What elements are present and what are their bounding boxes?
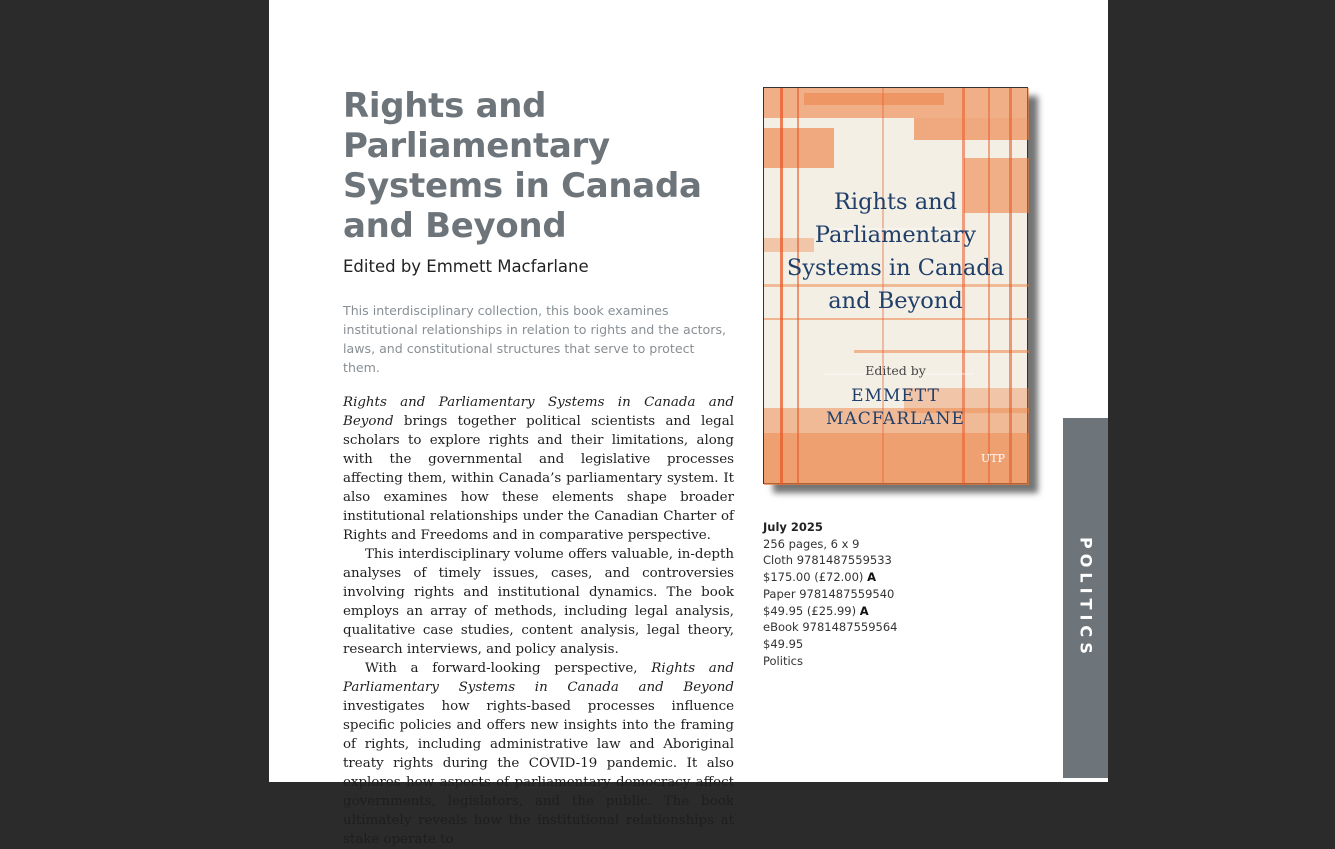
book-title: Rights and Parliamentary Systems in Canada and Beyond <box>343 86 702 246</box>
cloth-isbn: Cloth 9781487559533 <box>763 553 892 568</box>
description-paragraph-3 <box>343 659 734 849</box>
cover-title: Rights and Parliamentary Systems in Canada and Beyond <box>786 189 1005 314</box>
paper-isbn: Paper 9781487559540 <box>763 586 895 601</box>
book-metadata <box>763 519 963 669</box>
description-text: With a forward-looking perspective, <box>365 661 652 676</box>
book-editor-line: Edited by Emmett Macfarlane <box>343 257 589 276</box>
cloth-price: $175.00 (£72.00) <box>763 570 864 585</box>
description-paragraph-1 <box>343 393 734 545</box>
publication-date: July 2025 <box>763 520 823 534</box>
description-text: brings together political scientists and legal scholars to explore rights and their limitations, along with the governmental and legislative processes affecting them, within Canada’s parliamentary system. It also examines how these elements shape broader institutional relationships under the Canadian Charter of Rights and Freedoms and in comparative perspective. <box>343 414 734 543</box>
paper-discount-code: A <box>859 603 869 618</box>
paper-price-line <box>763 603 963 620</box>
description-text: investigates how rights-based processes influence specific policies and offers new insights into the framing of rights, including administrative law and Aboriginal treaty rights during the COVID-19 pandemic. It also explores how aspects of parliamentary democracy affect governments, legislators, and the public. The book ultimately reveals how the institutional relationships at stake operate to <box>343 699 734 847</box>
cover-edited-by: Edited by <box>865 363 926 378</box>
book-blurb: This interdisciplinary collection, this book examines institutional relationships in relation to rights and the actors, laws, and constitutional structures that serve to protect them. <box>343 303 727 375</box>
book-cover <box>763 87 1028 484</box>
cloth-discount-code: A <box>867 570 876 585</box>
catalog-page <box>269 0 1108 847</box>
section-tab <box>1063 418 1108 778</box>
description-paragraph-2: This interdisciplinary volume offers valuable, in-depth analyses of timely issues, cases, and controversies involving rights and institutional dynamics. The book employs an array of methods, including legal analysis, qualitative case studies, content analysis, legal theory, research interviews, and policy analysis. <box>343 547 734 657</box>
book-description <box>343 393 734 849</box>
paper-price: $49.95 (£25.99) <box>763 603 857 618</box>
cloth-price-line <box>763 569 963 586</box>
subject-category: Politics <box>763 653 803 668</box>
ebook-isbn: eBook 9781487559564 <box>763 620 898 635</box>
page-count: 256 pages, 6 x 9 <box>763 536 860 551</box>
ebook-price: $49.95 <box>763 636 804 651</box>
section-tab-label: POLITICS <box>1076 537 1095 659</box>
publisher-logo: UTP <box>980 452 1005 465</box>
cover-author: EMMETT MACFARLANE <box>826 386 965 429</box>
description-title-italic: Rights and Parliamentary Systems in Canada and Beyond <box>343 661 734 695</box>
description-title-italic: Rights and Parliamentary Systems in Canada and Beyond <box>343 395 734 429</box>
